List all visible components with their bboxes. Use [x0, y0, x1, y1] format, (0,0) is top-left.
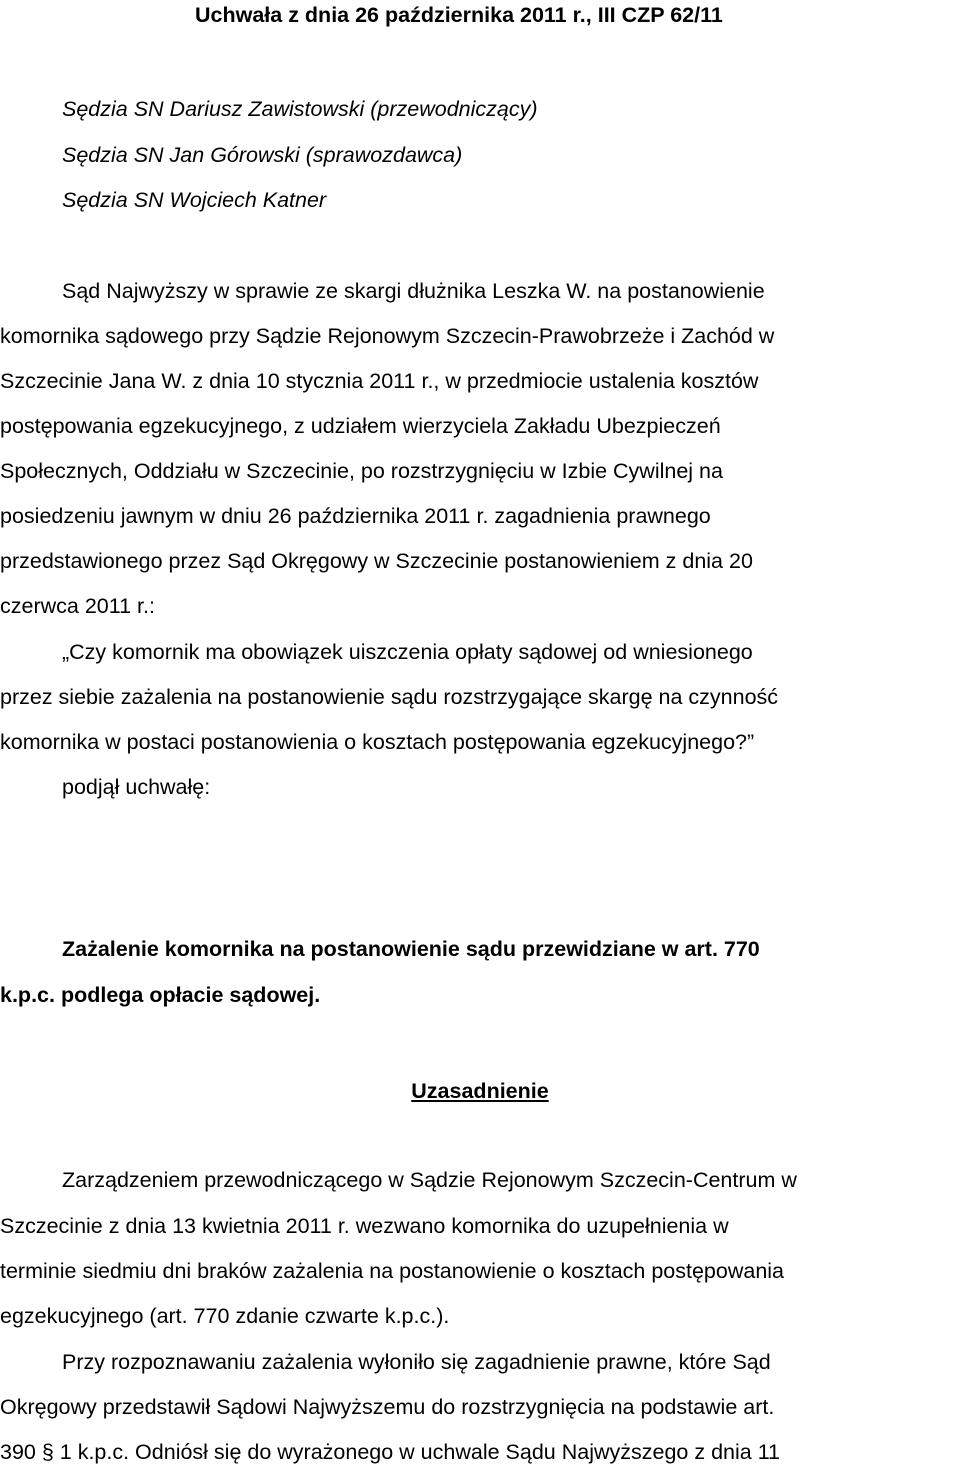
resolution-line: k.p.c. podlega opłacie sądowej. — [0, 983, 321, 1007]
resolution-intro: podjął uchwałę: — [62, 775, 211, 799]
reasoning-line: Przy rozpoznawaniu zażalenia wyłoniło się zagadnienie prawne, które Sąd — [62, 1350, 771, 1374]
resolution-line: Zażalenie komornika na postanowienie sądu przewidziane w art. 770 — [62, 937, 760, 961]
intro-line: czerwca 2011 r.: — [0, 594, 155, 618]
intro-line: Społecznych, Oddziału w Szczecinie, po rozstrzygnięciu w Izbie Cywilnej na — [0, 459, 723, 483]
question-line: przez siebie zażalenia na postanowienie sądu rozstrzygające skargę na czynność — [0, 685, 779, 709]
reasoning-line: terminie siedmiu dni braków zażalenia na postanowienie o kosztach postępowania — [0, 1259, 785, 1283]
reasoning-line: egzekucyjnego (art. 770 zdanie czwarte k.p.c.). — [0, 1304, 450, 1328]
reasoning-line: Zarządzeniem przewodniczącego w Sądzie Rejonowym Szczecin-Centrum w — [62, 1168, 797, 1192]
judge-line: Sędzia SN Dariusz Zawistowski (przewodniczący) — [62, 97, 538, 121]
judge-line: Sędzia SN Wojciech Katner — [62, 188, 327, 212]
intro-line: komornika sądowego przy Sądzie Rejonowym Szczecin-Prawobrzeże i Zachód w — [0, 324, 775, 348]
question-line: komornika w postaci postanowienia o kosztach postępowania egzekucyjnego?” — [0, 730, 755, 754]
reasoning-line: Okręgowy przedstawił Sądowi Najwyższemu do rozstrzygnięcia na podstawie art. — [0, 1395, 775, 1419]
question-line: „Czy komornik ma obowiązek uiszczenia opłaty sądowej od wniesionego — [62, 640, 753, 664]
reasoning-heading: Uzasadnienie — [411, 1079, 549, 1103]
intro-line: Sąd Najwyższy w sprawie ze skargi dłużnika Leszka W. na postanowienie — [62, 279, 765, 303]
document-title: Uchwała z dnia 26 października 2011 r., III CZP 62/11 — [195, 3, 723, 27]
intro-line: postępowania egzekucyjnego, z udziałem wierzyciela Zakładu Ubezpieczeń — [0, 414, 721, 438]
reasoning-line: 390 § 1 k.p.c. Odniósł się do wyrażonego w uchwale Sądu Najwyższego z dnia 11 — [0, 1440, 781, 1464]
reasoning-line: Szczecinie z dnia 13 kwietnia 2011 r. wezwano komornika do uzupełnienia w — [0, 1214, 729, 1238]
judge-line: Sędzia SN Jan Górowski (sprawozdawca) — [62, 143, 463, 167]
intro-line: przedstawionego przez Sąd Okręgowy w Szczecinie postanowieniem z dnia 20 — [0, 549, 753, 573]
intro-line: posiedzeniu jawnym w dniu 26 października 2011 r. zagadnienia prawnego — [0, 504, 711, 528]
intro-line: Szczecinie Jana W. z dnia 10 stycznia 2011 r., w przedmiocie ustalenia kosztów — [0, 369, 759, 393]
